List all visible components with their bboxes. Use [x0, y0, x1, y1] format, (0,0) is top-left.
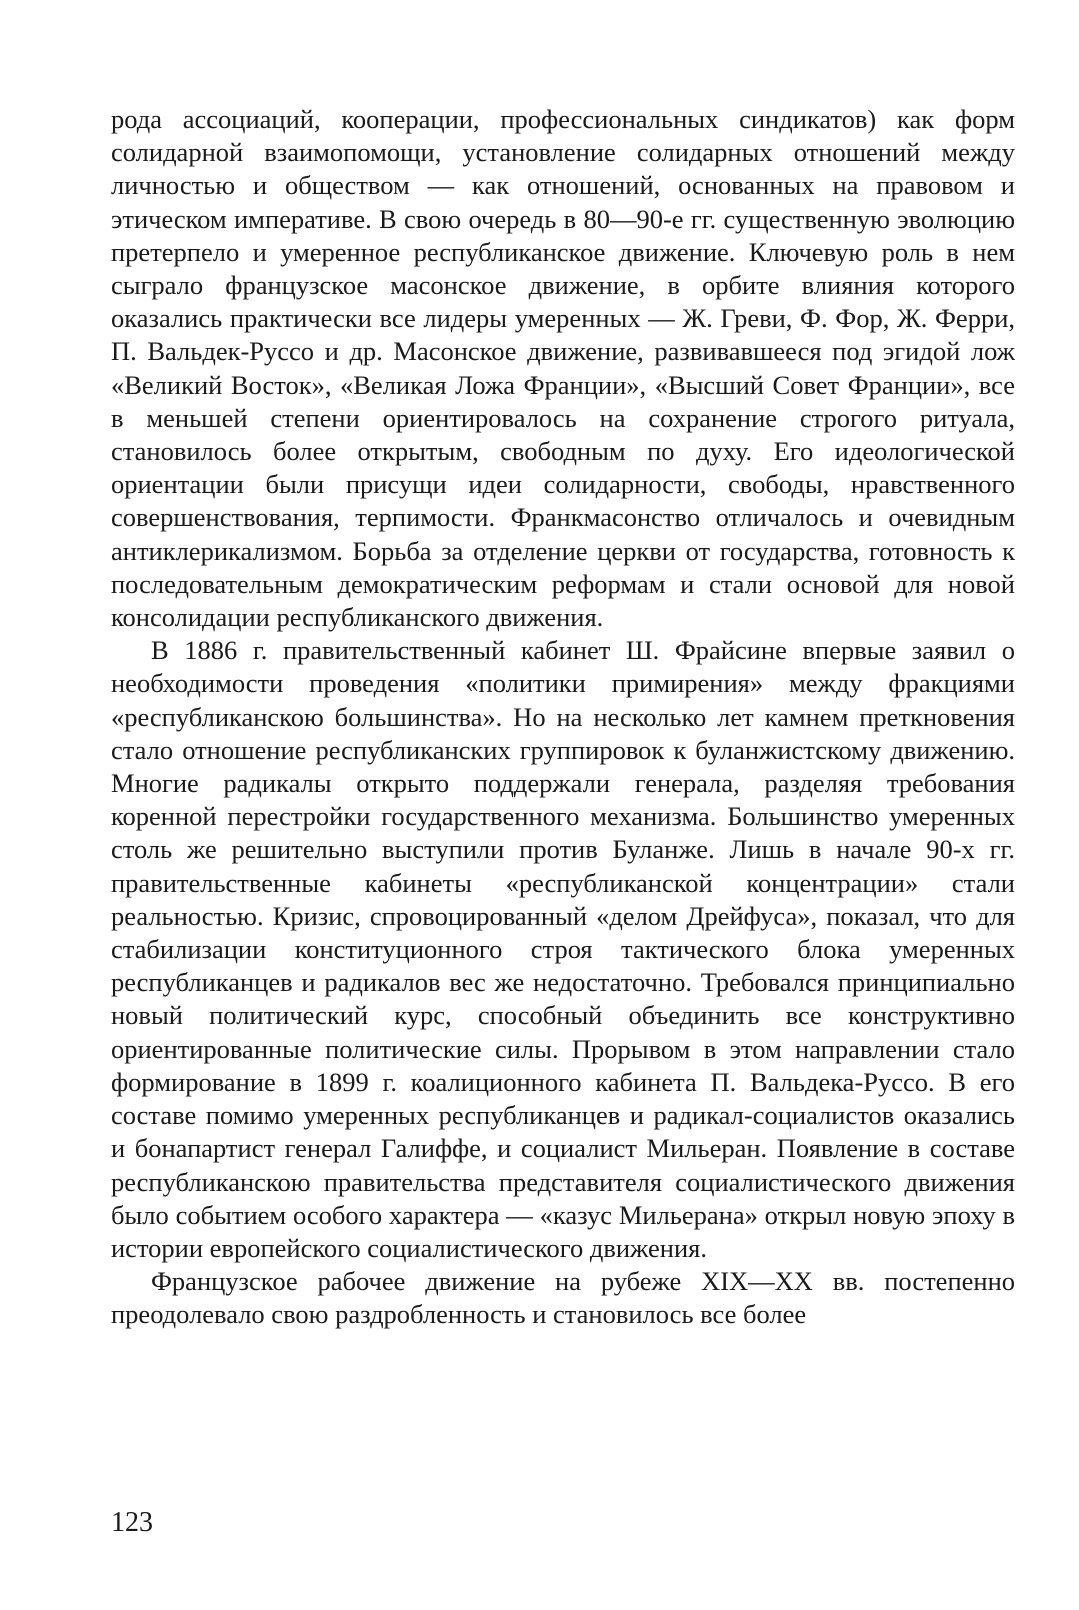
paragraph-2: В 1886 г. правительственный кабинет Ш. Фрайсине впервые заявил о необходимости проведения «политики примирения» между фракциями «республиканскою большинства». Но на несколько лет камнем преткновения стало отношение республиканских группировок к буланжистскому движению. Многие радикалы открыто поддержали генерала, разделяя требования коренной перестройки государственного механизма. Большинство умеренных столь же решительно выступили против Буланже. Лишь в начале 90-х гг. правительственные кабинеты «республиканской концентрации» стали реальностью. Кризис, спровоцированный «делом Дрейфуса», показал, что для стабилизации конституционного строя тактического блока умеренных республиканцев и радикалов вес же недостаточно. Требовался принципиально новый политический курс, способный объединить все конструктивно ориентированные политические силы. Прорывом в этом направлении стало формирование в 1899 г. коалиционного кабинета П. Вальдека-Руссо. В его составе помимо умеренных республиканцев и радикал-социалистов оказались и бонапартист генерал Галиффе, и социалист Мильеран. Появление в составе республиканскою правительства представителя социалистического движения было событием особого характера — «казус Мильерана» открыл новую эпоху в истории европейского социалистического движения. — [111, 635, 1015, 1263]
page-body — [111, 103, 1015, 1332]
page-number: 123 — [111, 1507, 153, 1538]
paragraph-3: Французское рабочее движение на рубеже XIX—XX вв. постепенно преодолевало свою раздробленность и становилось все более — [111, 1266, 1015, 1330]
paragraph-1: рода ассоциаций, кооперации, профессиональных синдикатов) как форм солидарной взаимопомощи, установление солидарных отношений между личностью и обществом — как отношений, основанных на правовом и этическом императиве. В свою очередь в 80—90-е гг. существенную эволюцию претерпело и умеренное республиканское движение. Ключевую роль в нем сыграло французское масонское движение, в орбите влияния которого оказались практически все лидеры умеренных — Ж. Греви, Ф. Фор, Ж. Ферри, П. Вальдек-Руссо и др. Масонское движение, развивавшееся под эгидой лож «Великий Восток», «Великая Ложа Франции», «Высший Совет Франции», все в меньшей степени ориентировалось на сохранение строгого ритуала, становилось более открытым, свободным по духу. Его идеологической ориентации были присущи идеи солидарности, свободы, нравственного совершенствования, терпимости. Франкмасонство отличалось и очевидным антиклерикализмом. Борьба за отделение церкви от государства, готовность к последовательным демократическим реформам и стали основой для новой консолидации республиканского движения. — [111, 104, 1015, 633]
